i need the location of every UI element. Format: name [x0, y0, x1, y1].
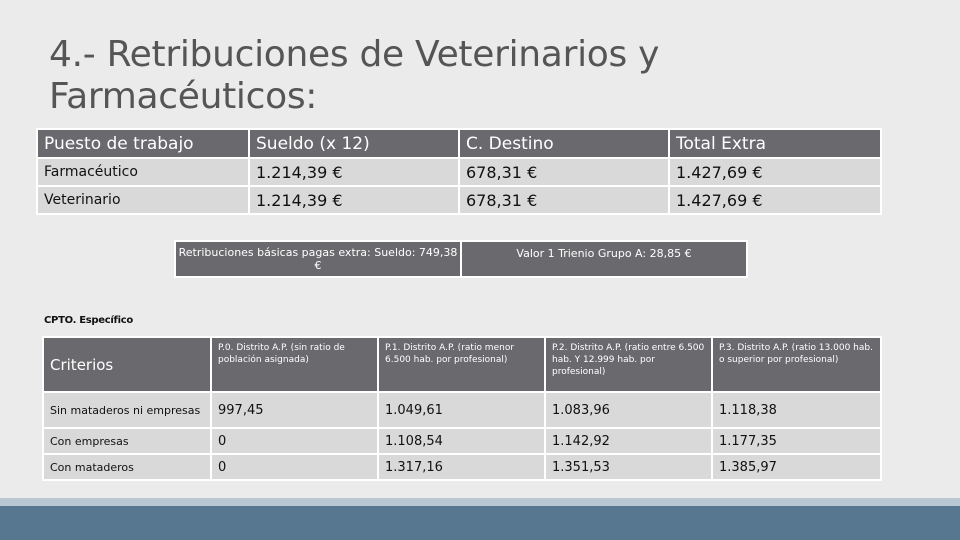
salary-table-header-row: [37, 129, 881, 158]
complement-cell-p2: 1.351,53: [545, 454, 712, 480]
complement-cell-p1: 1.317,16: [378, 454, 545, 480]
complement-cell-p2: 1.142,92: [545, 428, 712, 454]
complement-cell-p3: 1.118,38: [712, 392, 881, 428]
footer-band-dark: [0, 506, 960, 540]
complement-cell-p1: 1.049,61: [378, 392, 545, 428]
salary-cell-puesto: Farmacéutico: [37, 158, 249, 186]
footer-band-light: [0, 498, 960, 506]
table-row: [37, 158, 881, 186]
complement-header-p0: P.0. Distrito A.P. (sin ratio de población asignada): [211, 337, 378, 392]
complement-cell-p3: 1.177,35: [712, 428, 881, 454]
slide-title-line-1: 4.- Retribuciones de Veterinarios y: [49, 34, 660, 75]
complement-cell-p0: 0: [211, 454, 378, 480]
complement-header-p3: P.3. Distrito A.P. (ratio 13.000 hab. o superior por profesional): [712, 337, 881, 392]
salary-cell-sueldo: 1.214,39 €: [249, 158, 459, 186]
salary-cell-destino: 678,31 €: [459, 158, 669, 186]
salary-cell-puesto: Veterinario: [37, 186, 249, 214]
salary-table: [36, 128, 882, 215]
salary-cell-destino: 678,31 €: [459, 186, 669, 214]
salary-header-puesto: Puesto de trabajo: [37, 129, 249, 158]
slide-title-line-2: Farmacéuticos:: [49, 76, 318, 117]
complement-header-p1: P.1. Distrito A.P. (ratio menor 6.500 hab. por profesional): [378, 337, 545, 392]
complement-cell-p0: 997,45: [211, 392, 378, 428]
salary-header-total-extra: Total Extra: [669, 129, 881, 158]
complement-header-criterios: Criterios: [43, 337, 211, 392]
slide-title: [49, 34, 749, 118]
salary-header-destino: C. Destino: [459, 129, 669, 158]
complement-cell-p1: 1.108,54: [378, 428, 545, 454]
salary-cell-sueldo: 1.214,39 €: [249, 186, 459, 214]
trienio-value-box: Valor 1 Trienio Grupo A: 28,85 €: [460, 240, 748, 278]
complement-cell-criterio: Sin mataderos ni empresas: [43, 392, 211, 428]
table-row: [43, 428, 881, 454]
complement-header-p2: P.2. Distrito A.P. (ratio entre 6.500 hab. Y 12.999 hab. por profesional): [545, 337, 712, 392]
complement-table: [42, 336, 882, 481]
table-row: [43, 392, 881, 428]
complement-cell-p0: 0: [211, 428, 378, 454]
salary-header-sueldo: Sueldo (x 12): [249, 129, 459, 158]
salary-cell-total-extra: 1.427,69 €: [669, 158, 881, 186]
table-row: [37, 186, 881, 214]
complement-cell-criterio: Con mataderos: [43, 454, 211, 480]
cpto-especifico-label: CPTO. Específico: [44, 315, 133, 326]
complement-cell-p2: 1.083,96: [545, 392, 712, 428]
complement-cell-p3: 1.385,97: [712, 454, 881, 480]
complement-table-header-row: [43, 337, 881, 392]
basic-extra-pay-box: Retribuciones básicas pagas extra: Sueldo: 749,38 €: [174, 240, 462, 278]
salary-cell-total-extra: 1.427,69 €: [669, 186, 881, 214]
table-row: [43, 454, 881, 480]
complement-cell-criterio: Con empresas: [43, 428, 211, 454]
